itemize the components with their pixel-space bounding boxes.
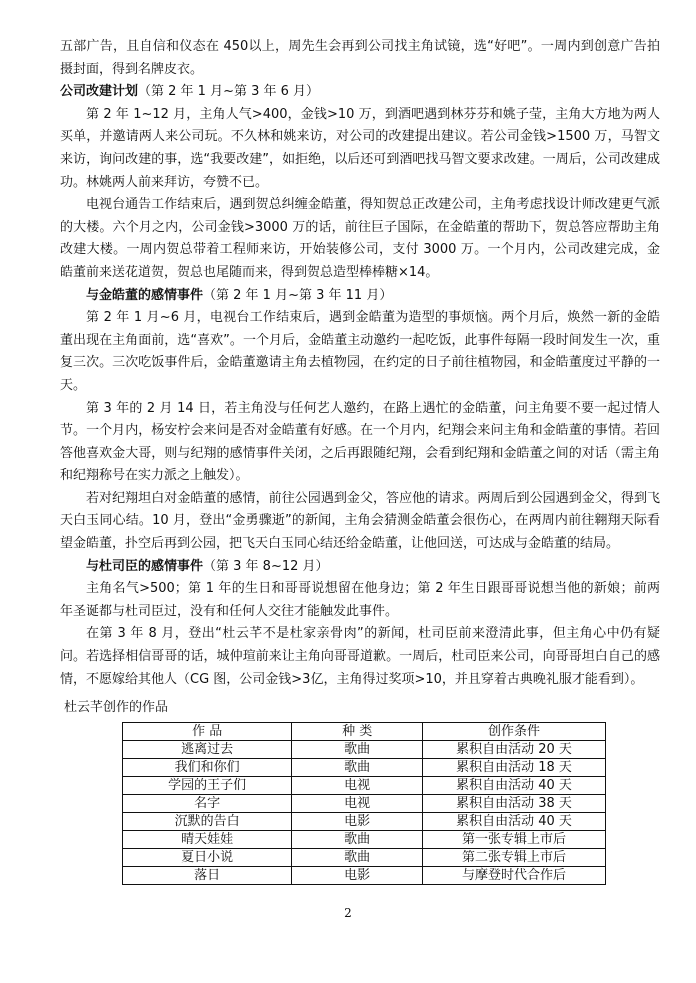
works-table: [122, 722, 606, 885]
paragraph-jin-1: 第 2 年 1 月~6 月，电视台工作结束后，遇到金皓董为造型的事烦恼。两个月后，焕然一新的金皓董出现在主角面前，选“喜欢”。一个月后，金皓董主动邀约一起吃饭，此事件每隔一段时间发生一次，重复三次。三次吃饭事件后，金皓董邀请主角去植物园，在约定的日子前往植物园，和金皓董度过平静的一天。: [60, 310, 660, 393]
table-cell: 电视: [292, 794, 423, 812]
section-heading-renovation: [60, 81, 660, 104]
table-header-row: [123, 722, 606, 740]
paragraph-jin-2: 第 3 年的 2 月 14 日，若主角没与任何艺人邀约，在路上遇忙的金皓董，问主角要不要一起过情人节。一个月内，杨安柠会来问是否对金皓董有好感。在一个月内，纪翔会来问主角和金皓董的事情。若回答他喜欢金大哥，则与纪翔的感情事件关闭，之后再跟随纪翔，会看到纪翔和金皓董之间的对话（需主角和纪翔称号在实力派之上触发）。: [60, 400, 660, 484]
paragraph-du-2: 在第 3 年 8 月，登出“杜云芊不是杜家亲骨肉”的新闻，杜司臣前来澄清此事，但主角心中仍有疑问。若选择相信哥哥的话，城仲瑄前来让主角向哥哥道歉。一周后，杜司臣来公司，向哥哥坦白自己的感情，不愿嫁给其他人（CG 图，公司金钱>3亿，主角得过奖项>10，并且穿着古典晚礼服才能看到）。: [60, 626, 660, 687]
table-cell: 歌曲: [292, 848, 423, 866]
table-cell: 学园的王子们: [123, 776, 292, 794]
table-row: [123, 830, 606, 848]
table-cell: 逃离过去: [123, 740, 292, 758]
heading-title: 与金皓董的感情事件: [86, 287, 204, 303]
column-header: 作 品: [123, 722, 292, 740]
table-cell: 落日: [123, 866, 292, 884]
table-row: [123, 848, 606, 866]
column-header: 种 类: [292, 722, 423, 740]
heading-title: 与杜司臣的感情事件: [86, 558, 204, 574]
heading-range: （第 2 年 1 月~第 3 年 6 月）: [138, 84, 320, 100]
paragraph-du-1: 主角名气>500；第 1 年的生日和哥哥说想留在他身边；第 2 年生日跟哥哥说想当他的新娘；前两年圣诞都与杜司臣过，没有和任何人交往才能触发此事件。: [60, 581, 660, 619]
table-cell: 电影: [292, 812, 423, 830]
table-cell: 与摩登时代合作后: [423, 866, 606, 884]
table-row: [123, 812, 606, 830]
paragraph-jin-3: 若对纪翔坦白对金皓董的感情，前往公园遇到金父，答应他的请求。两周后到公园遇到金父，得到飞天白玉同心结。10 月，登出“金勇骤逝”的新闻，主角会猜测金皓董会很伤心，在两周内前往翱翔天际看望金皓董，扑空后再到公园，把飞天白玉同心结还给金皓董，让他回送，可达成与金皓董的结局。: [60, 490, 660, 552]
table-row: [123, 758, 606, 776]
table-cell: 我们和你们: [123, 758, 292, 776]
table-cell: 电影: [292, 866, 423, 884]
table-cell: 名字: [123, 794, 292, 812]
table-cell: 累积自由活动 18 天: [423, 758, 606, 776]
table-row: [123, 776, 606, 794]
table-cell: 累积自由活动 40 天: [423, 812, 606, 830]
heading-range: （第 3 年 8~12 月）: [203, 558, 329, 574]
table-row: [123, 740, 606, 758]
paragraph-renovation-1: 第 2 年 1~12 月，主角人气>400，金钱>10 万，到酒吧遇到林芬芬和姚子莹，主角大方地为两人买单，并邀请两人来公司玩。不久林和姚来访，对公司的改建提出建议。若公司金钱>1500 万，马智文来访，询问改建的事，选“我要改建”，如拒绝，以后还可到酒吧找马智文要求改建。一周后，公司改建成功。林姚两人前来拜访，夸赞不已。: [60, 106, 660, 190]
table-cell: 歌曲: [292, 740, 423, 758]
table-row: [123, 866, 606, 884]
table-cell: 第一张专辑上市后: [423, 830, 606, 848]
table-cell: 晴天娃娃: [123, 830, 292, 848]
paragraph-intro: 五部广告，且自信和仪态在 450以上，周先生会再到公司找主角试镜，选“好吧”。一周内到创意广告拍摄封面，得到名牌皮衣。: [60, 39, 660, 77]
table-cell: 累积自由活动 38 天: [423, 794, 606, 812]
table-cell: 夏日小说: [123, 848, 292, 866]
heading-range: （第 2 年 1 月~第 3 年 11 月）: [203, 287, 393, 303]
heading-title: 公司改建计划: [60, 84, 139, 100]
table-cell: 累积自由活动 40 天: [423, 776, 606, 794]
document-page: [60, 36, 660, 885]
column-header: 创作条件: [423, 722, 606, 740]
table-cell: 电视: [292, 776, 423, 794]
section-heading-du: [60, 556, 660, 579]
table-cell: 沉默的告白: [123, 812, 292, 830]
table-cell: 累积自由活动 20 天: [423, 740, 606, 758]
paragraph-renovation-2: 电视台通告工作结束后，遇到贺总纠缠金皓董，得知贺总正改建公司，主角考虑找设计师改建更气派的大楼。六个月之内，公司金钱>3000 万的话，前往巨子国际，在金皓董的帮助下，贺总答应帮助主角改建大楼。一周内贺总带着工程师来访，开始装修公司，支付 3000 万。一个月内，公司改建完成，金皓董前来送花道贺，贺总也尾随而来，得到贺总造型棒棒糖×14。: [60, 197, 660, 280]
section-heading-jin: [60, 285, 660, 308]
table-cell: 歌曲: [292, 830, 423, 848]
page-number: 2: [344, 906, 352, 920]
table-caption: 杜云芊创作的作品: [64, 700, 169, 716]
table-cell: 第二张专辑上市后: [423, 848, 606, 866]
table-row: [123, 794, 606, 812]
table-cell: 歌曲: [292, 758, 423, 776]
